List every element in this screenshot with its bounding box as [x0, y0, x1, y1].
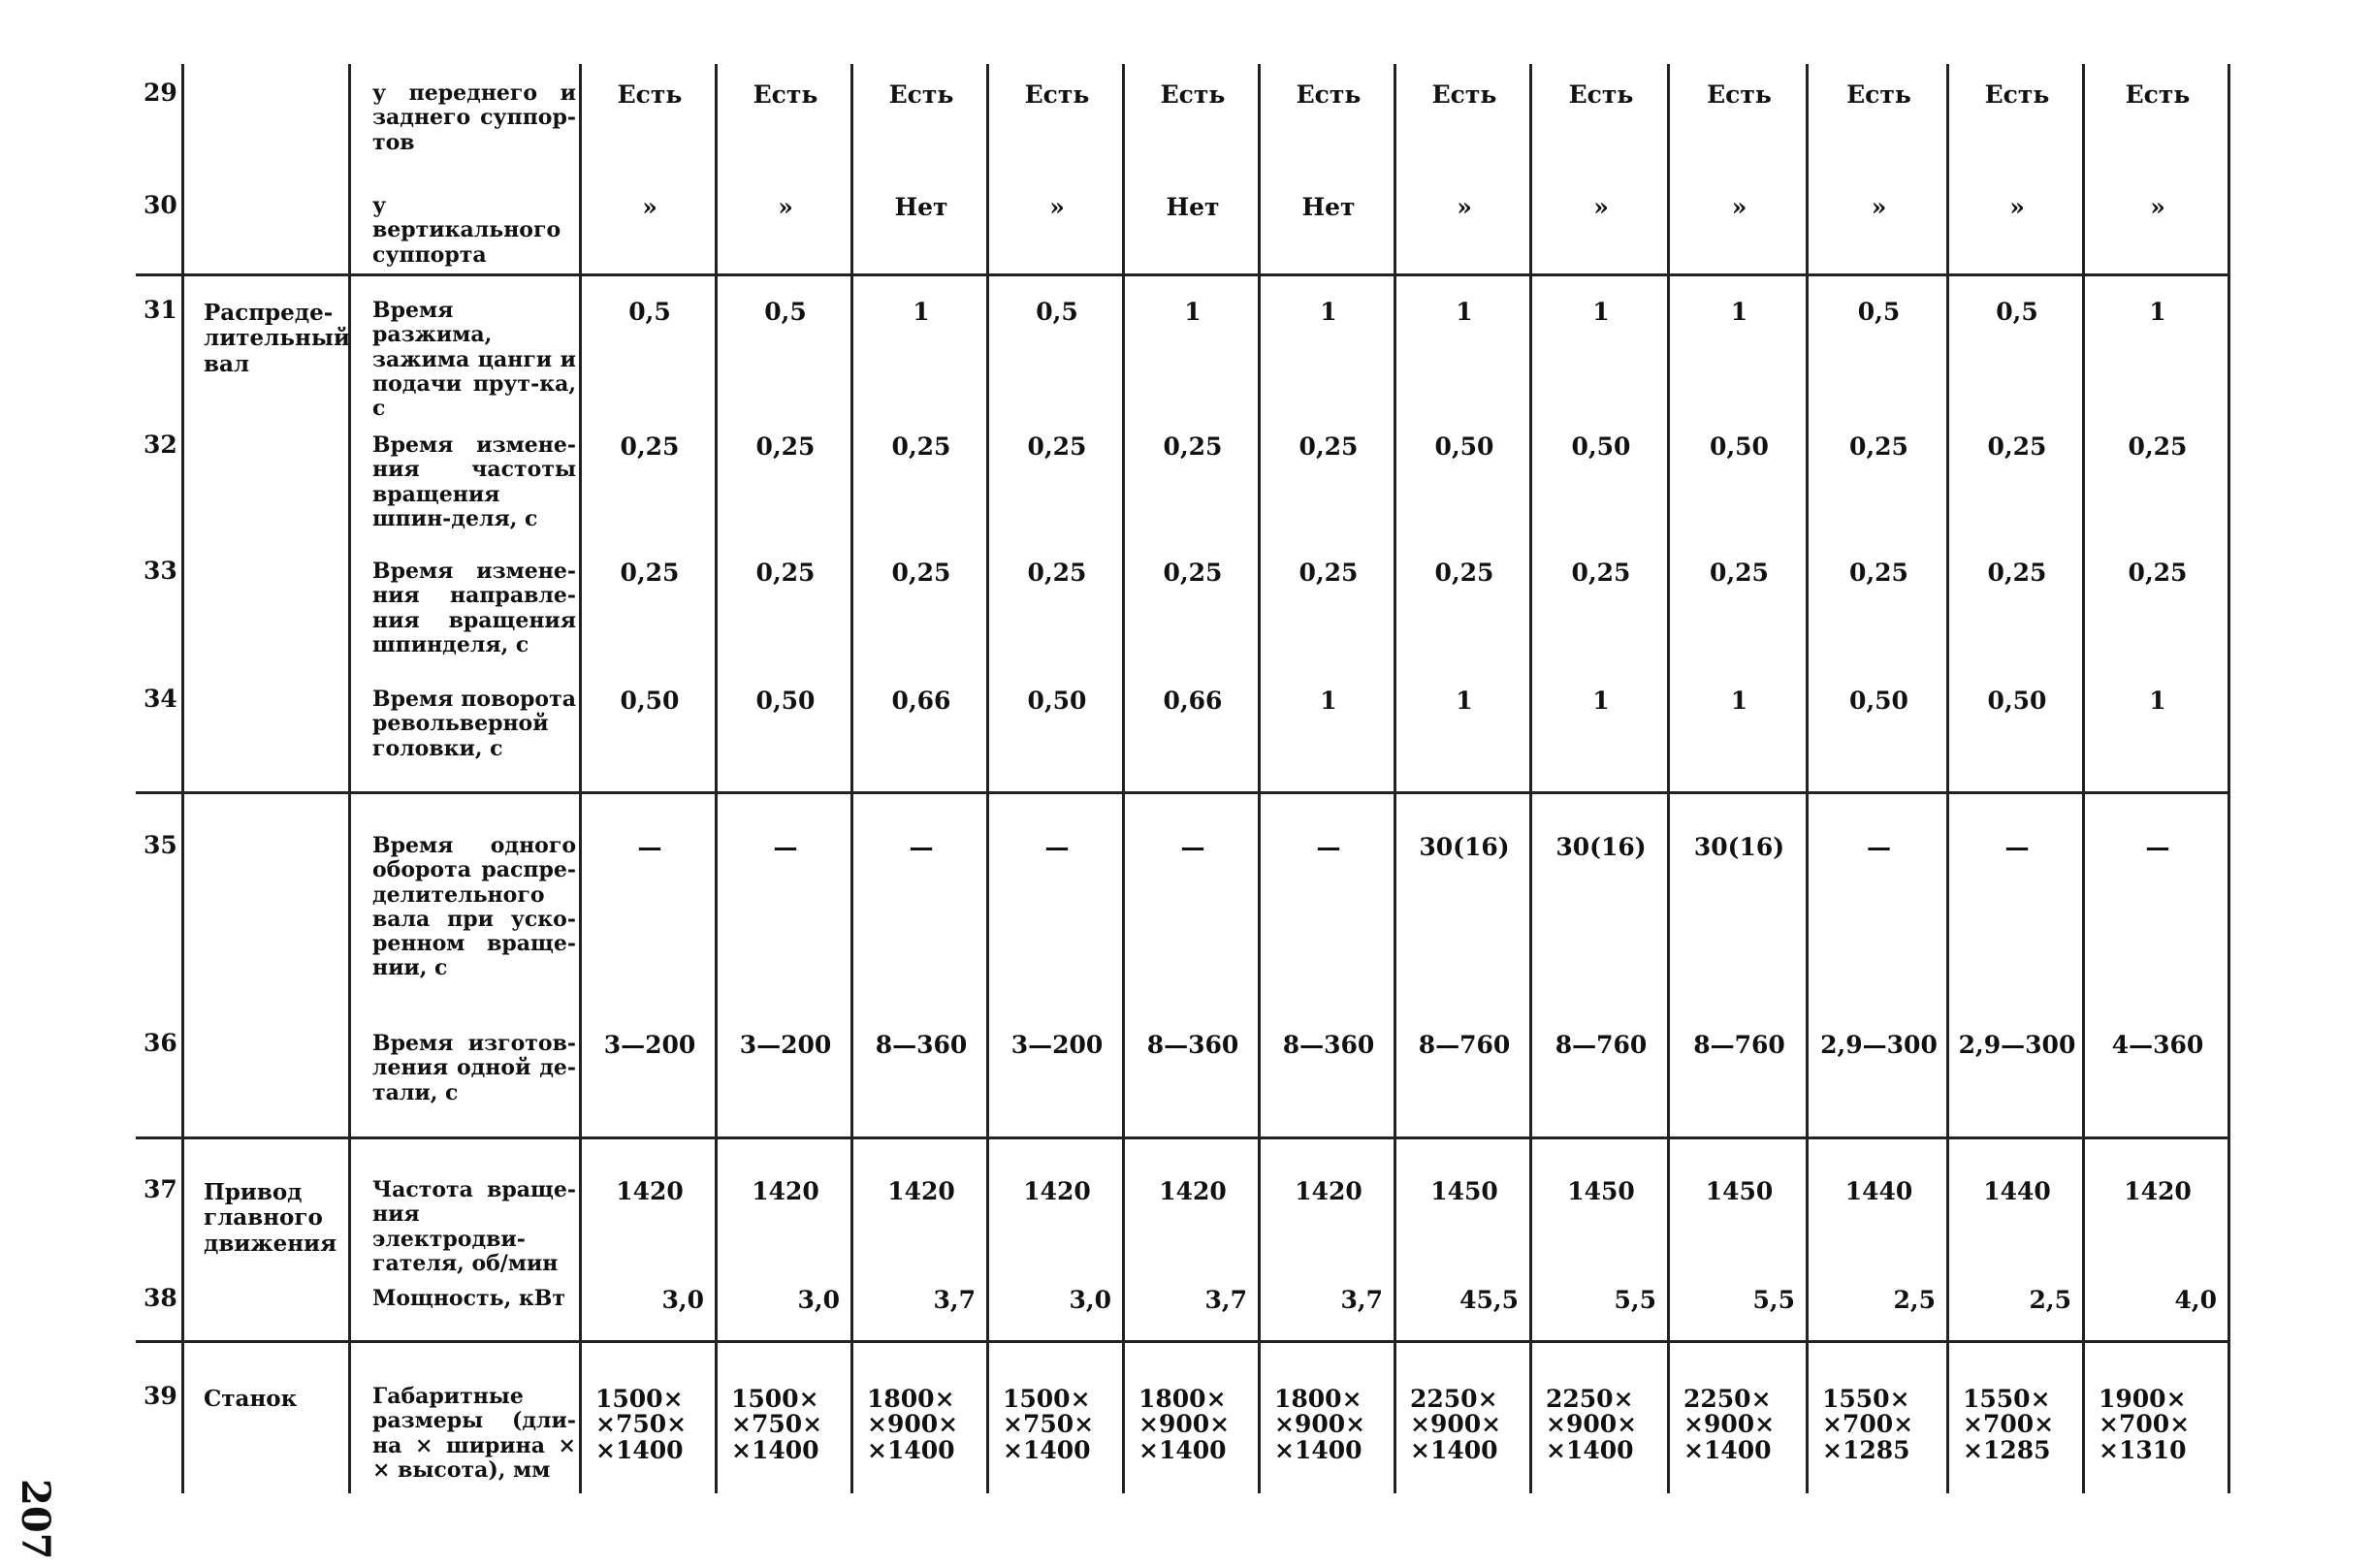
table-cell: 0,66 — [1163, 687, 1223, 715]
row-number: 33 — [144, 557, 177, 585]
dimension-line: ×900× — [1138, 1410, 1231, 1439]
table-cell: » — [1731, 193, 1747, 221]
table-cell-dimensions — [1138, 1387, 1257, 1463]
table-cell: 1440 — [1983, 1177, 2051, 1205]
dimension-line: 2250× — [1683, 1385, 1772, 1413]
column-rule — [715, 64, 718, 1493]
row-number: 36 — [144, 1029, 177, 1057]
dimension-line: 1500× — [731, 1385, 819, 1413]
table-cell: 2,5 — [2029, 1286, 2071, 1314]
table-cell: 1 — [2149, 298, 2166, 326]
table-cell: 0,50 — [1710, 432, 1769, 461]
section-rule — [136, 273, 2230, 276]
table-cell: Есть — [1568, 80, 1634, 109]
table-cell: 30(16) — [1419, 833, 1510, 861]
dimension-line: ×900× — [1546, 1410, 1638, 1439]
dimension-line: ×900× — [1274, 1410, 1366, 1439]
table-cell: 1420 — [2124, 1177, 2192, 1205]
dimension-line: ×1400 — [867, 1435, 955, 1464]
table-cell: 1 — [1184, 298, 1202, 326]
table-cell-dimensions — [1274, 1387, 1393, 1463]
dimension-line: ×1310 — [2099, 1435, 2187, 1464]
table-cell: 8—760 — [1693, 1031, 1785, 1059]
page-number: 207 — [13, 1479, 58, 1560]
row-description: у переднего и заднего суппор-тов — [372, 80, 576, 155]
table-cell: Есть — [1707, 80, 1772, 109]
column-rule — [2082, 64, 2085, 1493]
table-cell: 0,5 — [1996, 298, 2038, 326]
table-cell: 0,25 — [620, 559, 680, 587]
table-cell: 3,7 — [933, 1286, 976, 1314]
row-description: Мощность, кВт — [372, 1286, 565, 1311]
table-cell: 0,25 — [1163, 432, 1223, 461]
table-cell: 3—200 — [1010, 1031, 1104, 1059]
table-cell: — — [637, 833, 662, 861]
dimension-line: ×1285 — [1822, 1435, 1910, 1464]
column-rule — [986, 64, 989, 1493]
table-cell: 3,0 — [1069, 1286, 1111, 1314]
column-rule — [1258, 64, 1261, 1493]
column-rule — [1529, 64, 1532, 1493]
table-cell: 0,25 — [1163, 559, 1223, 587]
dimension-line: ×900× — [867, 1410, 959, 1439]
row-number: 34 — [144, 685, 177, 713]
table-cell: » — [642, 193, 657, 221]
dimension-line: 1800× — [1138, 1385, 1227, 1413]
dimension-line: 1500× — [1003, 1385, 1091, 1413]
table-cell: 0,25 — [1027, 559, 1087, 587]
table-cell: 0,25 — [755, 559, 816, 587]
table-cell: 0,50 — [1987, 687, 2047, 715]
column-rule — [2228, 64, 2230, 1493]
table-cell: 30(16) — [1555, 833, 1647, 861]
table-cell: — — [1044, 833, 1070, 861]
dimension-line: ×700× — [2099, 1410, 2191, 1439]
table-cell: 0,5 — [628, 298, 671, 326]
row-description: Габаритные размеры (дли-на × ширина × × высота), мм — [372, 1384, 576, 1483]
table-cell: » — [2150, 193, 2165, 221]
table-cell: 0,5 — [1036, 298, 1078, 326]
table-cell-dimensions — [1963, 1387, 2081, 1463]
dimension-line: ×1400 — [1546, 1435, 1634, 1464]
table-cell: 1420 — [1295, 1177, 1362, 1205]
dimension-line: 1900× — [2099, 1385, 2187, 1413]
table-cell: 2,9—300 — [1958, 1031, 2076, 1059]
dimension-line: ×1400 — [1003, 1435, 1091, 1464]
table-cell: 0,5 — [1857, 298, 1901, 326]
dimension-line: ×900× — [1683, 1410, 1776, 1439]
dimension-line: 1550× — [1963, 1385, 2051, 1413]
column-rule — [348, 64, 351, 1493]
dimension-line: ×750× — [1003, 1410, 1095, 1439]
column-rule — [850, 64, 853, 1493]
table-cell: Нет — [1301, 193, 1356, 221]
table-cell: 1 — [2149, 687, 2166, 715]
dimension-line: ×700× — [1963, 1410, 2055, 1439]
table-cell: 5,5 — [1614, 1286, 1656, 1314]
dimension-line: ×1400 — [1138, 1435, 1227, 1464]
table-cell: — — [909, 833, 934, 861]
table-cell: — — [2145, 833, 2170, 861]
dimension-line: 1550× — [1822, 1385, 1910, 1413]
table-cell: 1420 — [752, 1177, 819, 1205]
row-description: Время разжима, зажима цанги и подачи прут-ка, с — [372, 298, 576, 422]
dimension-line: 1800× — [1274, 1385, 1362, 1413]
table-cell: Нет — [894, 193, 948, 221]
column-rule — [1946, 64, 1949, 1493]
table-cell: 0,25 — [620, 432, 680, 461]
row-description: Время измене-ния направле-ния вращения шпинделя, с — [372, 559, 576, 657]
dimension-line: ×900× — [1410, 1410, 1502, 1439]
column-rule — [1667, 64, 1670, 1493]
table-cell: 3,0 — [797, 1286, 840, 1314]
table-cell: 3,7 — [1204, 1286, 1247, 1314]
row-group-label: Привод главного движения — [204, 1179, 337, 1257]
table-cell: 5,5 — [1752, 1286, 1795, 1314]
row-description: Время поворота револьверной головки, с — [372, 687, 576, 761]
table-cell: Есть — [1984, 80, 2050, 109]
dimension-line: ×750× — [731, 1410, 823, 1439]
table-cell: 8—360 — [1282, 1031, 1375, 1059]
section-rule — [136, 1340, 2230, 1343]
table-cell: Есть — [1296, 80, 1362, 109]
table-cell: 1 — [1320, 687, 1337, 715]
table-cell: 0,25 — [2128, 432, 2188, 461]
table-cell: 1420 — [616, 1177, 684, 1205]
dimension-line: ×700× — [1822, 1410, 1914, 1439]
row-description: Время одного оборота распре-делительного вала при уско-ренном враще-нии, с — [372, 833, 576, 981]
table-cell: 3,7 — [1340, 1286, 1383, 1314]
dimension-line: ×1400 — [1274, 1435, 1362, 1464]
table-cell: Есть — [1431, 80, 1497, 109]
table-cell: 1440 — [1844, 1177, 1913, 1205]
table-cell: 1 — [1730, 298, 1748, 326]
table-cell: 4,0 — [2174, 1286, 2217, 1314]
table-cell: 4—360 — [2111, 1031, 2204, 1059]
row-group-label: Распреде-лительный вал — [204, 300, 350, 377]
table-cell: 0,25 — [1434, 559, 1494, 587]
table-cell: 8—760 — [1418, 1031, 1511, 1059]
row-number: 30 — [144, 191, 177, 219]
table-cell: 1 — [913, 298, 930, 326]
dimension-line: ×1400 — [1683, 1435, 1772, 1464]
table-cell: 1 — [1592, 298, 1610, 326]
row-number: 32 — [144, 431, 177, 459]
table-cell: 0,25 — [1571, 559, 1631, 587]
table-cell: Есть — [753, 80, 818, 109]
table-cell: Есть — [888, 80, 954, 109]
table-cell: 0,66 — [891, 687, 951, 715]
table-cell: » — [1457, 193, 1472, 221]
table-cell: 0,25 — [891, 432, 951, 461]
table-cell: 1450 — [1567, 1177, 1635, 1205]
table-cell: 2,9—300 — [1820, 1031, 1938, 1059]
section-rule — [136, 1136, 2230, 1139]
dimension-line: ×1400 — [731, 1435, 819, 1464]
dimension-line: 2250× — [1410, 1385, 1498, 1413]
table-cell: » — [778, 193, 793, 221]
dimension-line: ×1400 — [1410, 1435, 1498, 1464]
column-rule — [181, 64, 184, 1493]
table-cell-dimensions — [1546, 1387, 1666, 1463]
table-cell: 1450 — [1430, 1177, 1498, 1205]
table-cell-dimensions — [2099, 1387, 2227, 1463]
row-group-label: Станок — [204, 1386, 298, 1412]
table-cell: Есть — [1024, 80, 1090, 109]
table-cell: 0,25 — [1849, 432, 1908, 461]
table-cell-dimensions — [867, 1387, 985, 1463]
row-description: Частота враще-ния электродви-гателя, об/мин — [372, 1177, 576, 1276]
table-cell: 2,5 — [1893, 1286, 1936, 1314]
table-cell: — — [1316, 833, 1341, 861]
table-cell: 0,25 — [1298, 432, 1359, 461]
table-cell: 1 — [1730, 687, 1748, 715]
table-cell: 0,25 — [755, 432, 816, 461]
table-cell: 0,50 — [755, 687, 816, 715]
table-cell: Есть — [1846, 80, 1911, 109]
table-cell: 0,25 — [1987, 432, 2047, 461]
row-number: 39 — [144, 1382, 177, 1410]
table-cell: — — [1867, 833, 1891, 861]
table-cell: 0,50 — [620, 687, 680, 715]
table-cell: 0,50 — [1027, 687, 1087, 715]
table-cell: » — [1049, 193, 1065, 221]
table-cell: 30(16) — [1693, 833, 1785, 861]
row-number: 38 — [144, 1284, 177, 1312]
table-cell-dimensions — [595, 1387, 714, 1463]
table-cell: 0,25 — [1849, 559, 1908, 587]
table-cell-dimensions — [1410, 1387, 1528, 1463]
table-cell: 1 — [1456, 298, 1473, 326]
table-cell: 3—200 — [603, 1031, 696, 1059]
table-cell-dimensions — [1003, 1387, 1121, 1463]
table-cell: 1420 — [887, 1177, 955, 1205]
table-cell: 1420 — [1159, 1177, 1227, 1205]
table-cell: 0,25 — [891, 559, 951, 587]
row-number: 35 — [144, 831, 177, 859]
table-cell: 0,50 — [1434, 432, 1494, 461]
table-cell: 0,25 — [2128, 559, 2188, 587]
column-rule — [1122, 64, 1125, 1493]
row-description: Время измене-ния частоты вращения шпин-деля, с — [372, 432, 576, 531]
row-number: 37 — [144, 1175, 177, 1203]
table-cell: 45,5 — [1459, 1286, 1519, 1314]
table-cell: — — [2004, 833, 2030, 861]
table-cell-dimensions — [1683, 1387, 1805, 1463]
dimension-line: ×1400 — [595, 1435, 684, 1464]
dimension-line: 1800× — [867, 1385, 955, 1413]
table-cell: 0,5 — [764, 298, 807, 326]
table-cell: 1 — [1320, 298, 1337, 326]
table-cell: » — [2009, 193, 2025, 221]
column-rule — [1394, 64, 1396, 1493]
table-cell: Есть — [1160, 80, 1226, 109]
table-cell: 0,25 — [1298, 559, 1359, 587]
table-cell: 8—360 — [1146, 1031, 1239, 1059]
section-rule — [136, 791, 2230, 794]
table-cell: » — [1871, 193, 1887, 221]
dimension-line: ×1285 — [1963, 1435, 2051, 1464]
column-rule — [1806, 64, 1809, 1493]
table-cell: 8—760 — [1555, 1031, 1648, 1059]
table-cell: Нет — [1166, 193, 1220, 221]
table-cell: 0,25 — [1027, 432, 1087, 461]
table-cell-dimensions — [1822, 1387, 1945, 1463]
table-cell: 1450 — [1705, 1177, 1774, 1205]
row-number: 29 — [144, 79, 177, 107]
table-cell: Есть — [617, 80, 683, 109]
dimension-line: 2250× — [1546, 1385, 1634, 1413]
table-cell: 0,50 — [1849, 687, 1908, 715]
table-cell: — — [1180, 833, 1205, 861]
table-cell: 1 — [1456, 687, 1473, 715]
table-cell: 3,0 — [661, 1286, 704, 1314]
table-cell: 8—360 — [875, 1031, 968, 1059]
row-description: у вертикального суппорта — [372, 193, 561, 268]
table-cell-dimensions — [731, 1387, 849, 1463]
table-cell: — — [773, 833, 798, 861]
dimension-line: 1500× — [595, 1385, 684, 1413]
table-cell: 1 — [1592, 687, 1610, 715]
table-cell: 0,25 — [1710, 559, 1769, 587]
table-cell: 1420 — [1023, 1177, 1091, 1205]
table-cell: 0,50 — [1571, 432, 1631, 461]
row-description: Время изготов-ления одной де-тали, с — [372, 1031, 576, 1105]
table-cell: Есть — [2125, 80, 2191, 109]
column-rule — [579, 64, 582, 1493]
table-cell: 0,25 — [1987, 559, 2047, 587]
dimension-line: ×750× — [595, 1410, 688, 1439]
row-number: 31 — [144, 296, 177, 324]
table-cell: 3—200 — [739, 1031, 832, 1059]
table-cell: » — [1593, 193, 1609, 221]
